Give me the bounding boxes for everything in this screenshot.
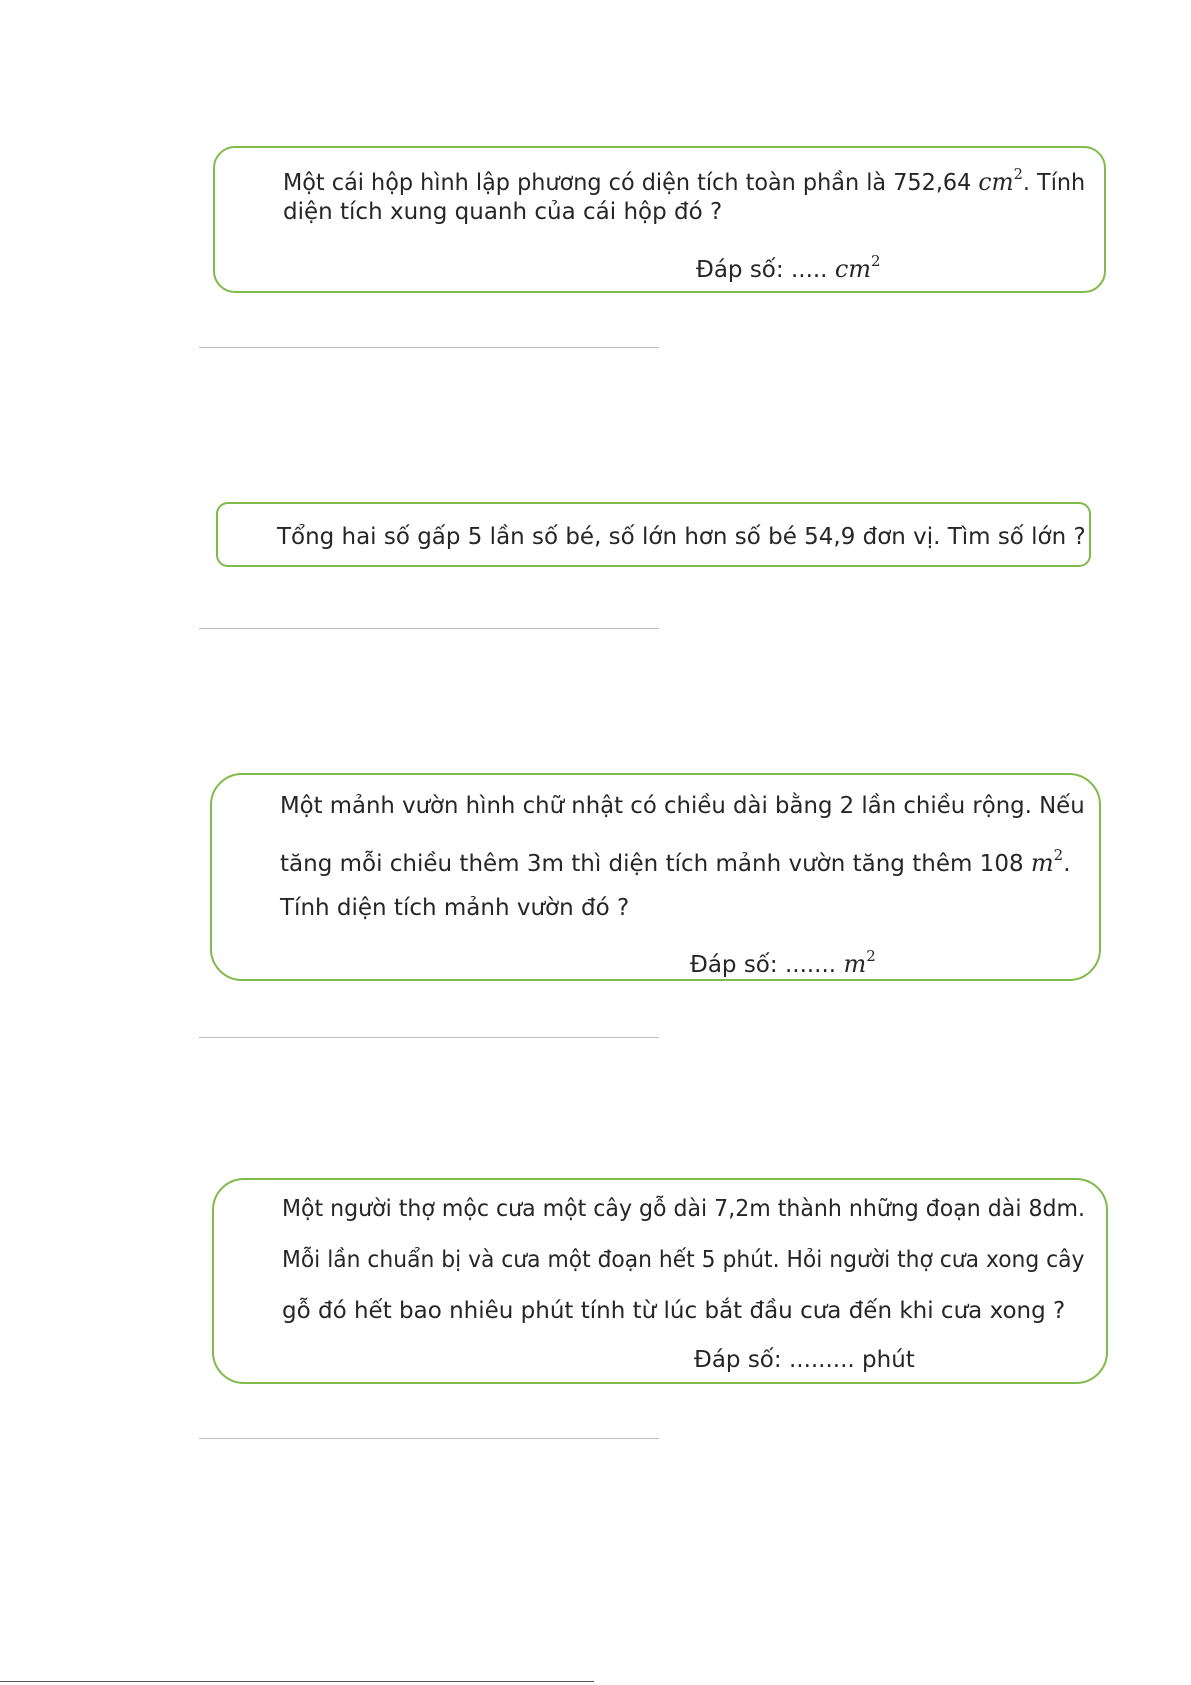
problem-3-line-2: tăng mỗi chiều thêm 3m thì diện tích mảnh vườn tăng thêm 108 $m^2$. xyxy=(280,846,1071,877)
problem-1-answer: Đáp số: ..... $cm^2$ xyxy=(696,252,881,283)
problem-4-line-2: Mỗi lần chuẩn bị và cưa một đoạn hết 5 phút. Hỏi người thợ cưa xong cây xyxy=(282,1247,1085,1273)
unit-math: $cm^2$ xyxy=(978,165,1023,196)
problem-4-line-1: Một người thợ mộc cưa một cây gỗ dài 7,2m thành những đoạn dài 8dm. xyxy=(282,1196,1085,1222)
problem-3-answer: Đáp số: ....... $m^2$ xyxy=(690,947,876,978)
problem-3-line-1: Một mảnh vườn hình chữ nhật có chiều dài bằng 2 lần chiều rộng. Nếu xyxy=(280,793,1085,819)
problem-1-line-1: Một cái hộp hình lập phương có diện tích toàn phần là 752,64 $cm^2$. Tính xyxy=(283,165,1086,196)
problem-3-line-3: Tính diện tích mảnh vườn đó ? xyxy=(280,895,630,921)
answer-divider-1 xyxy=(199,347,659,348)
problem-2-line-1: Tổng hai số gấp 5 lần số bé, số lớn hơn số bé 54,9 đơn vị. Tìm số lớn ? xyxy=(277,524,1086,550)
footer-rule xyxy=(0,1681,594,1682)
problem-4-answer: Đáp số: ......... phút xyxy=(694,1347,915,1373)
answer-divider-4 xyxy=(199,1438,659,1439)
answer-divider-2 xyxy=(199,628,659,629)
answer-unit-math: $cm^2$ xyxy=(834,252,881,283)
problem-4-line-3: gỗ đó hết bao nhiêu phút tính từ lúc bắt đầu cưa đến khi cưa xong ? xyxy=(282,1298,1066,1324)
problem-1-line-2: diện tích xung quanh của cái hộp đó ? xyxy=(283,199,723,225)
answer-divider-3 xyxy=(199,1037,659,1038)
answer-unit-math: $m^2$ xyxy=(843,947,876,978)
unit-math: $m^2$ xyxy=(1030,846,1064,877)
